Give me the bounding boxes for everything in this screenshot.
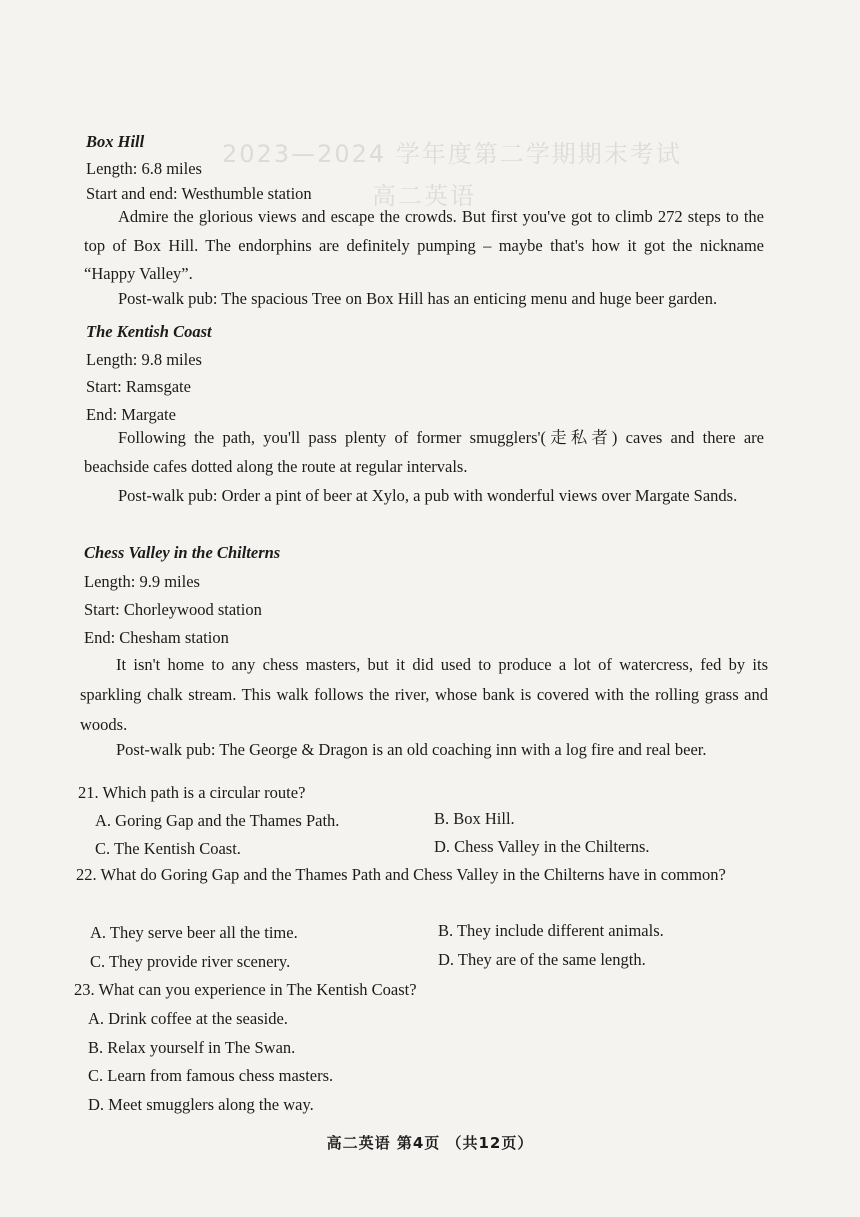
walk-pub: Post-walk pub: The George & Dragon is an old coaching inn with a log fire and real beer. xyxy=(116,740,707,759)
walk-pub xyxy=(84,482,764,511)
bleed-through-heading: 2023—2024 学年度第二学期期末考试 xyxy=(222,140,682,168)
question-option: C. The Kentish Coast. xyxy=(95,839,241,858)
walk-pub-text: Post-walk pub: Order a pint of beer at Xylo, a pub with wonderful views over Margate Sands. xyxy=(118,486,738,505)
walk-pub: Post-walk pub: The spacious Tree on Box Hill has an enticing menu and huge beer garden. xyxy=(118,289,718,308)
walk-title: Chess Valley in the Chilterns xyxy=(84,543,281,562)
question-option: A. Drink coffee at the seaside. xyxy=(88,1009,288,1028)
question-option: D. Meet smugglers along the way. xyxy=(88,1095,314,1114)
question-option: D. They are of the same length. xyxy=(438,950,646,969)
walk-length: Length: 6.8 miles xyxy=(86,159,202,178)
walk-start-end: Start and end: Westhumble station xyxy=(86,184,312,203)
question-stem: 23. What can you experience in The Kentish Coast? xyxy=(74,980,417,999)
question-option: C. Learn from famous chess masters. xyxy=(88,1066,334,1085)
walk-title: The Kentish Coast xyxy=(86,322,212,341)
walk-description-text: It isn't home to any chess masters, but it did used to produce a lot of watercress, fed by its sparkling chalk stream. This walk follows the river, whose bank is covered with the rolling grass and woods. xyxy=(80,655,768,734)
question-option: B. Box Hill. xyxy=(434,809,515,828)
question-stem xyxy=(76,860,770,890)
walk-description xyxy=(84,424,764,481)
walk-description xyxy=(80,650,768,740)
question-option: B. Relax yourself in The Swan. xyxy=(88,1038,296,1057)
question-option: B. They include different animals. xyxy=(438,921,664,940)
walk-description xyxy=(84,203,764,289)
walk-start: Start: Chorleywood station xyxy=(84,600,262,619)
walk-title: Box Hill xyxy=(86,132,145,151)
walk-length: Length: 9.8 miles xyxy=(86,350,202,369)
page-footer: 高二英语 第4页 （共12页） xyxy=(326,1134,534,1152)
question-option: D. Chess Valley in the Chilterns. xyxy=(434,837,650,856)
walk-end: End: Chesham station xyxy=(84,628,229,647)
walk-description-text: Admire the glorious views and escape the crowds. But first you've got to climb 272 steps to the top of Box Hill. The endorphins are definitely pumping – maybe that's how it got the nickname “Happy Valley”. xyxy=(84,207,764,283)
question-stem-text: 22. What do Goring Gap and the Thames Path and Chess Valley in the Chilterns have in common? xyxy=(76,865,726,884)
walk-end: End: Margate xyxy=(86,405,176,424)
bleed-through-subheading: 高二英语 xyxy=(372,182,476,210)
question-option: C. They provide river scenery. xyxy=(90,952,291,971)
walk-length: Length: 9.9 miles xyxy=(84,572,200,591)
question-option: A. They serve beer all the time. xyxy=(90,923,298,942)
question-stem: 21. Which path is a circular route? xyxy=(78,783,306,802)
question-option: A. Goring Gap and the Thames Path. xyxy=(95,811,340,830)
walk-description-text: Following the path, you'll pass plenty of former smugglers'(走私者) caves and there are beachside cafes dotted along the route at regular intervals. xyxy=(84,428,764,476)
walk-start: Start: Ramsgate xyxy=(86,377,191,396)
